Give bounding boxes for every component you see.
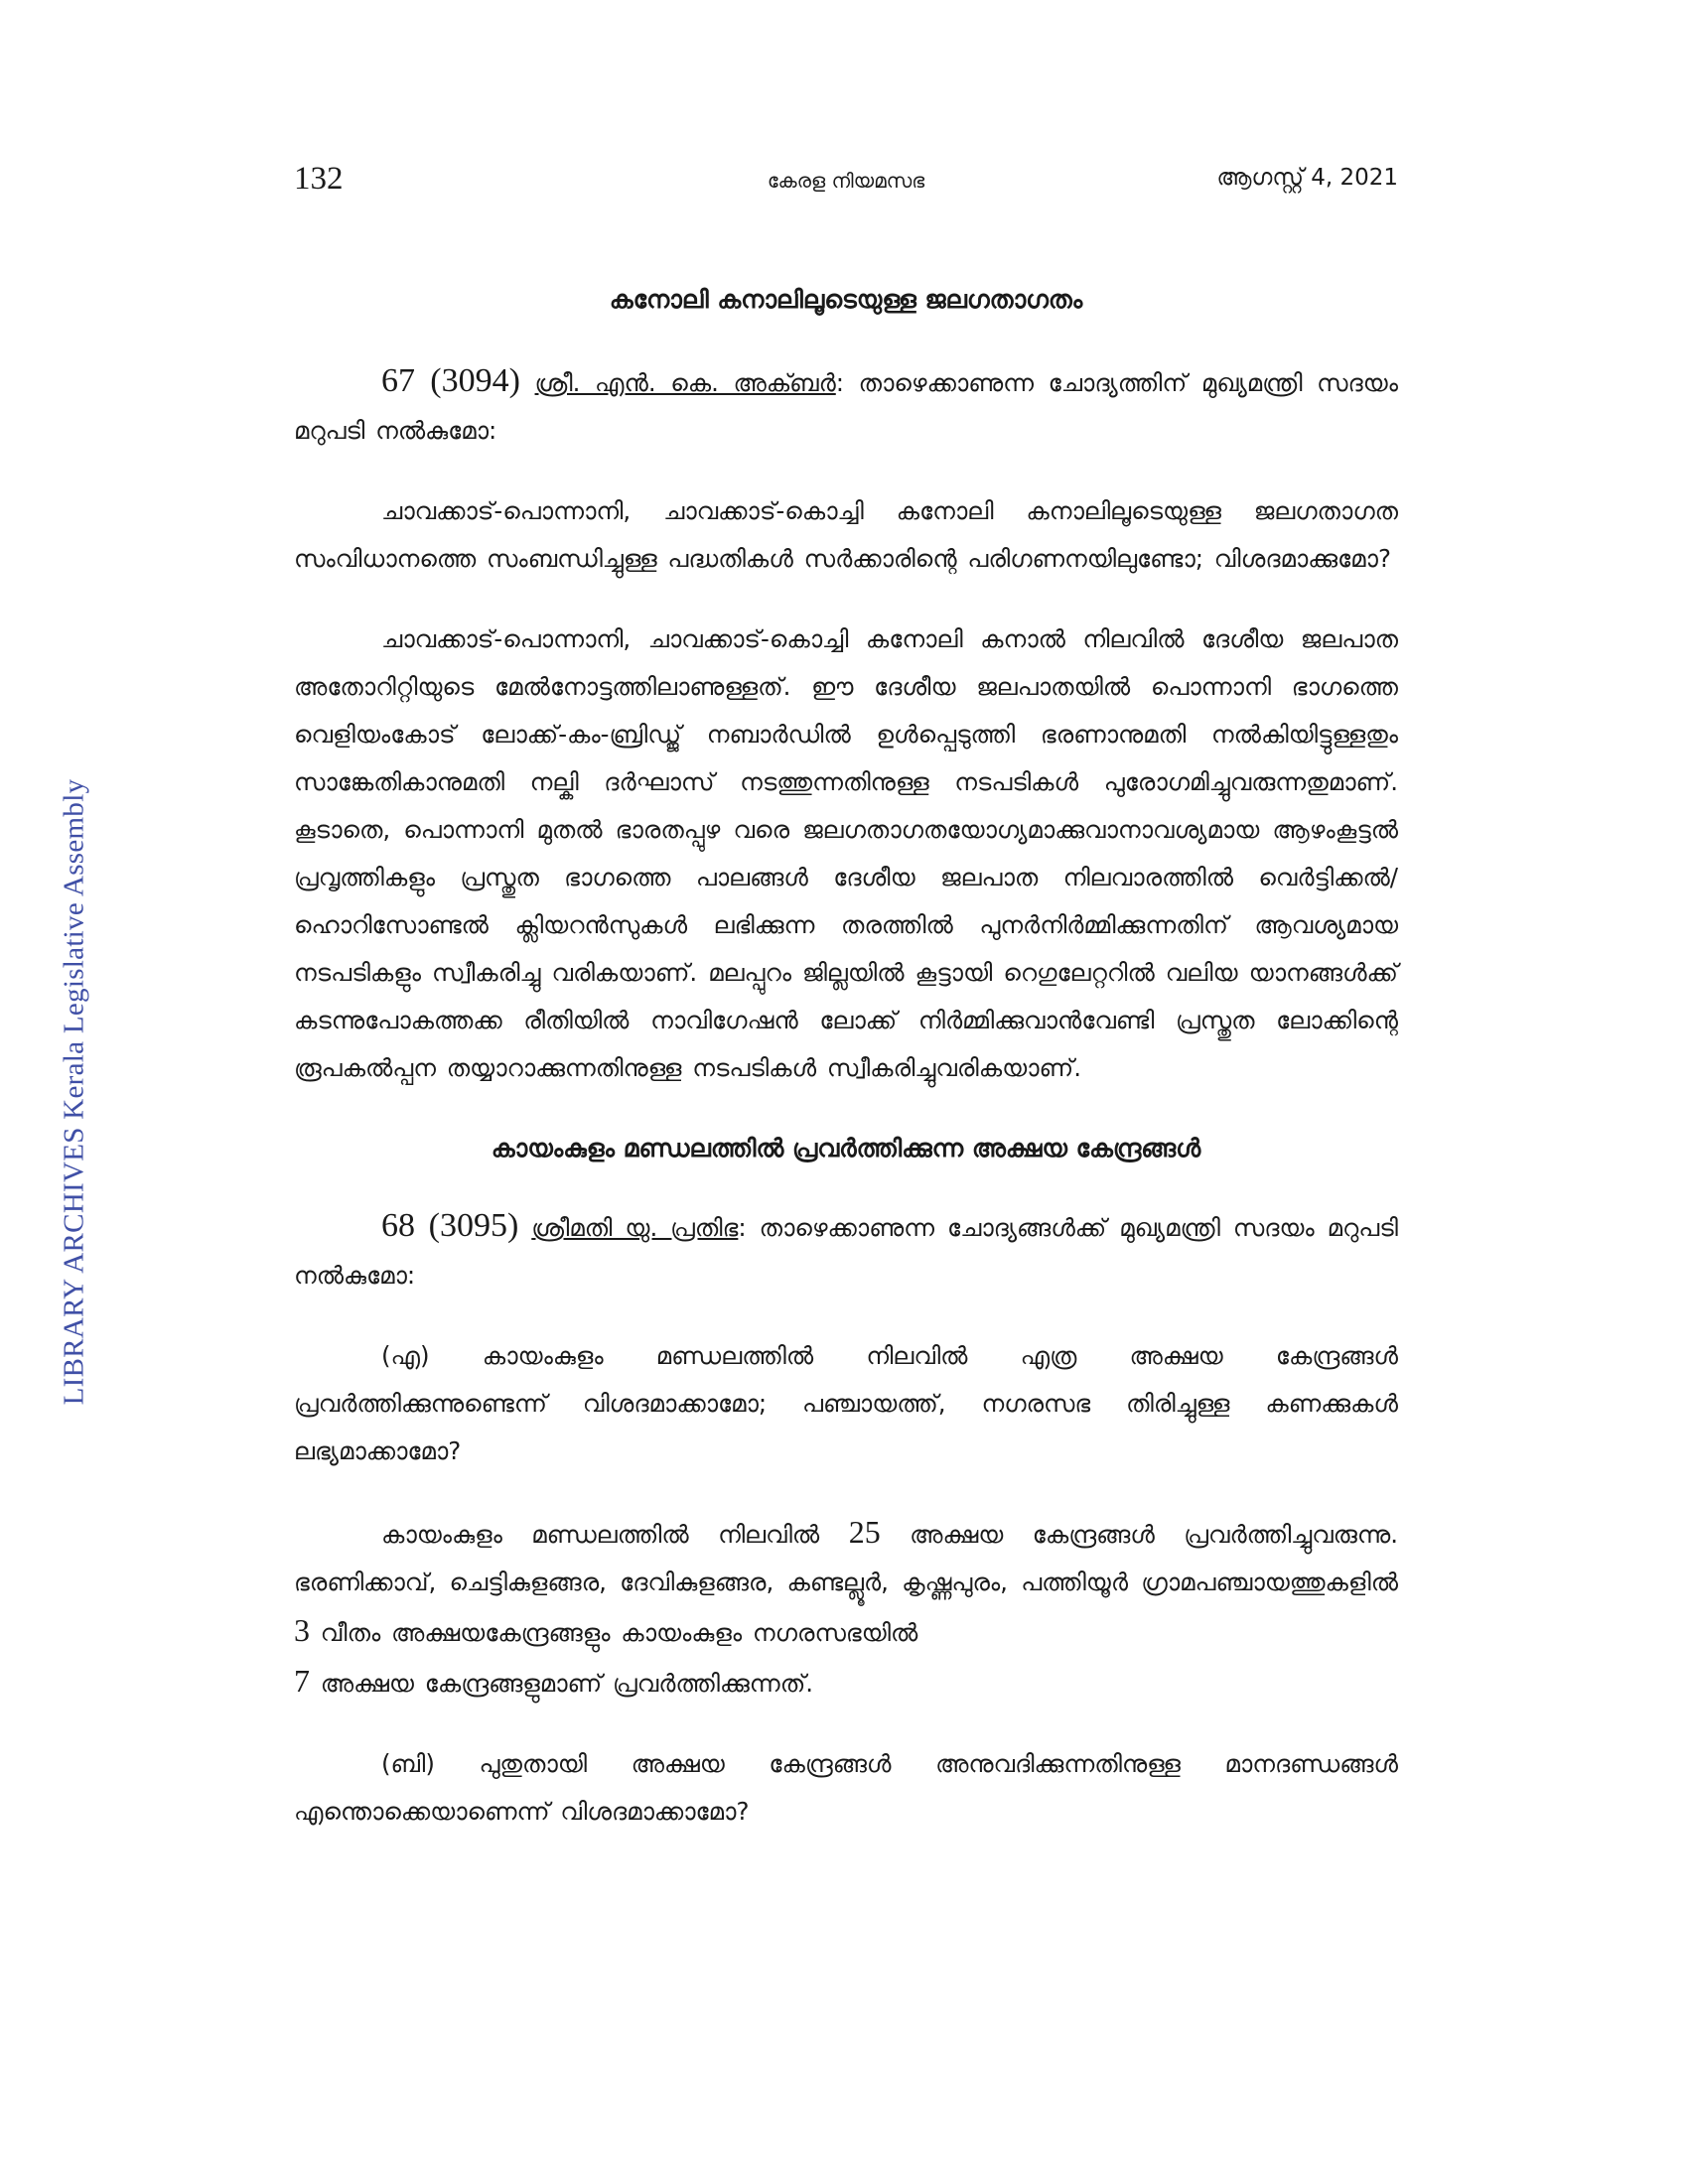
count-number: 7 [294,1663,310,1699]
answer-text: കായംകുളം മണ്ഡലത്തിൽ നിലവിൽ [381,1520,849,1549]
question-67-heading: കനോലി കനാലിലൂടെയുള്ള ജലഗതാഗതം [609,285,1083,314]
answer-text: അക്ഷയ കേന്ദ്രങ്ങളുമാണ് പ്രവർത്തിക്കുന്നത്. [310,1669,814,1698]
page-header [294,161,1398,205]
document-body [294,268,1398,1868]
member-name: ശ്രീ. എൻ. കെ. അക്ബർ [534,368,836,397]
question-67-intro [294,357,1398,455]
answer-text: വീതം അക്ഷയകേന്ദ്രങ്ങളും കായംകുളം നഗരസഭയിൽ [310,1618,918,1647]
intro-text: : താഴെക്കാണുന്ന ചോദ്യത്തിന് മുഖ്യമന്ത്രി സദയം മറുപടി നൽകുമോ: [294,368,1398,445]
archive-watermark: LIBRARY ARCHIVES Kerala Legislative Assembly [58,778,90,1406]
question-68-intro [294,1202,1398,1299]
question-68-part-a: (എ) കായംകുളം മണ്ഡലത്തിൽ നിലവിൽ എത്ര അക്ഷയ കേന്ദ്രങ്ങൾ പ്രവർത്തിക്കുന്നുണ്ടെന്ന് വിശദമാക്കാമോ; പഞ്ചായത്ത്, നഗരസഭ തിരിച്ചുള്ള കണക്കുകൾ ലഭ്യമാക്കാമോ? [294,1341,1398,1465]
running-title: കേരള നിയമസഭ [767,169,925,193]
header-date: ആഗസ്റ്റ് 4, 2021 [1216,165,1398,191]
answer-68-part-a [294,1508,1398,1707]
count-number: 3 [294,1612,310,1648]
count-number: 25 [848,1514,881,1550]
question-67-text: ചാവക്കാട്-പൊന്നാനി, ചാവക്കാട്-കൊച്ചി കനോലി കനാലിലൂടെയുള്ള ജലഗതാഗത സംവിധാനത്തെ സംബന്ധിച്ചുള്ള പദ്ധതികൾ സർക്കാരിന്റെ പരിഗണനയിലുണ്ടോ; വിശദമാക്കുമോ? [294,496,1398,573]
member-name: ശ്രീമതി യു. പ്രതിഭ [531,1213,739,1242]
question-68-heading: കായംകുളം മണ്ഡലത്തിൽ പ്രവർത്തിക്കുന്ന അക്ഷയ കേന്ദ്രങ്ങൾ [491,1134,1201,1162]
answer-text: അക്ഷയ കേന്ദ്രങ്ങൾ പ്രവർത്തിച്ചുവരുന്നു. ഭരണിക്കാവ്, ചെട്ടികുളങ്ങര, ദേവികുളങ്ങര, കണ്ടല്ലൂർ, കൃഷ്ണപുരം, പത്തിയൂർ ഗ്രാമപഞ്ചായത്തുകളിൽ [294,1520,1399,1596]
intro-text: : താഴെക്കാണുന്ന ചോദ്യങ്ങൾക്ക് മുഖ്യമന്ത്രി സദയം മറുപടി നൽകുമോ: [294,1213,1398,1290]
question-68-part-b: (ബി) പുതുതായി അക്ഷയ കേന്ദ്രങ്ങൾ അനുവദിക്കുന്നതിനുള്ള മാനദണ്ഡങ്ങൾ എന്തൊക്കെയാണെന്ന് വിശദമാക്കാമോ? [294,1749,1398,1826]
question-number: 68 (3095) [381,1207,519,1244]
page-number: 132 [294,161,344,197]
question-number: 67 (3094) [381,362,520,399]
answer-67-text: ചാവക്കാട്-പൊന്നാനി, ചാവക്കാട്-കൊച്ചി കനോലി കനാൽ നിലവിൽ ദേശീയ ജലപാത അതോറിറ്റിയുടെ മേൽനോട്ടത്തിലാണുള്ളത്. ഈ ദേശീയ ജലപാതയിൽ പൊന്നാനി ഭാഗത്തെ വെളിയംകോട് ലോക്ക്-കം-ബ്രിഡ്ജ് നബാർഡിൽ ഉൾപ്പെടുത്തി ഭരണാനുമതി നൽകിയിട്ടുള്ളതും സാങ്കേതികാനുമതി നല്കി ദർഘാസ് നടത്തുന്നതിനുള്ള നടപടികൾ പുരോഗമിച്ചുവരുന്നതുമാണ്. കൂടാതെ, പൊന്നാനി മുതൽ ഭാരതപ്പുഴ വരെ ജലഗതാഗതയോഗ്യമാക്കുവാനാവശ്യമായ ആഴംകൂട്ടൽ പ്രവൃത്തികളും പ്രസ്തുത ഭാഗത്തെ പാലങ്ങൾ ദേശീയ ജലപാത നിലവാരത്തിൽ വെർട്ടിക്കൽ/ഹൊറിസോണ്ടൽ ക്ലിയറൻസുകൾ ലഭിക്കുന്ന തരത്തിൽ പുനർനിർമ്മിക്കുന്നതിന് ആവശ്യമായ നടപടികളും സ്വീകരിച്ചു വരികയാണ്. മലപ്പുറം ജില്ലയിൽ കൂട്ടായി റെഗുലേറ്ററിൽ വലിയ യാനങ്ങൾക്ക് കടന്നുപോകത്തക്ക രീതിയിൽ നാവിഗേഷൻ ലോക്ക് നിർമ്മിക്കുവാൻവേണ്ടി പ്രസ്തുത ലോക്കിന്റെ രൂപകൽപ്പന തയ്യാറാക്കുന്നതിനുള്ള നടപടികൾ സ്വീകരിച്ചുവരികയാണ്. [294,624,1398,1082]
